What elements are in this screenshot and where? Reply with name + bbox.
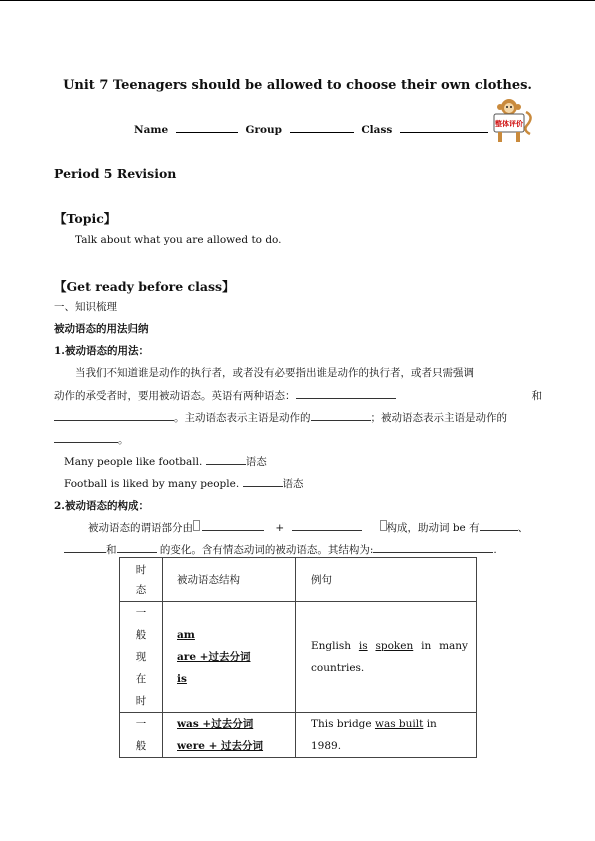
- monkey-evaluation-logo: [486, 98, 536, 144]
- row-2-example-pre: This bridge: [311, 718, 375, 730]
- example-1-blank: [206, 454, 246, 465]
- row-2-tense: [120, 713, 163, 758]
- top-border-line: [0, 0, 595, 1]
- usage-line-4: [54, 432, 129, 447]
- usage-line-3-text-b: ；被动语态表示主语是动作的: [370, 412, 507, 424]
- example-1-suffix: 语态: [245, 456, 267, 468]
- placeholder-box-2: [380, 520, 387, 531]
- student-info-line: [134, 122, 492, 136]
- ex-word: English: [311, 640, 352, 652]
- form-line-2-and: 和: [106, 544, 117, 556]
- form-line-2-text: 的变化。含有情态动词的被动语态。其结构为:: [159, 544, 374, 556]
- page-title: Unit 7 Teenagers should be allowed to choose their own clothes.: [63, 78, 532, 93]
- placeholder-box-1: [193, 520, 200, 531]
- example-line-1: [64, 454, 267, 469]
- and-word: 和: [531, 390, 542, 402]
- row-1-example-line-1: [311, 635, 468, 657]
- topic-text: Talk about what you are allowed to do.: [75, 234, 282, 246]
- header-example: 例句: [296, 558, 477, 602]
- ex-word-is: is: [358, 640, 368, 652]
- row-2-structure: [163, 713, 296, 758]
- form-line-1-plus: +: [275, 522, 285, 534]
- row-1-tense: [120, 602, 163, 713]
- form-line-2: [64, 542, 497, 557]
- form-line-1-text-c: 构成，助动词 be 有: [386, 522, 480, 534]
- header-tense-text: 时态: [135, 563, 147, 596]
- be-blank-3: [117, 542, 157, 553]
- header-structure: 被动语态结构: [163, 558, 296, 602]
- table-header-row: [120, 558, 477, 602]
- class-blank: [400, 122, 488, 133]
- voice-blank-2: [54, 410, 174, 421]
- tense-char: 般: [135, 740, 147, 752]
- form-line-2-period: .: [493, 544, 497, 556]
- name-blank: [176, 122, 238, 133]
- row-1-example: [296, 602, 477, 713]
- usage-line-4-text: 。: [118, 434, 129, 446]
- form-are: are +过去分词: [177, 651, 251, 663]
- tense-char: 一: [135, 607, 147, 619]
- tense-char: 在: [135, 673, 147, 685]
- logo-text: 整体评价: [495, 119, 523, 128]
- group-blank: [290, 122, 354, 133]
- be-blank-1: [480, 520, 518, 531]
- example-line-2: [64, 476, 304, 491]
- tense-char: 一: [135, 718, 147, 730]
- usage-line-3: [54, 410, 507, 425]
- usage-line-1: 当我们不知道谁是动作的执行者，或者没有必要指出谁是动作的执行者，或者只需强调: [75, 367, 474, 379]
- usage-heading: 1.被动语态的用法：: [54, 345, 149, 357]
- example-2-blank: [243, 476, 283, 487]
- name-label: Name: [134, 124, 169, 136]
- usage-line-3-text-a: 。主动语态表示主语是动作的: [174, 412, 311, 424]
- ex-word: in: [421, 640, 432, 652]
- form-was: was +过去分词: [177, 718, 254, 730]
- form-heading: 2.被动语态的构成：: [54, 500, 149, 512]
- class-label: Class: [361, 124, 393, 136]
- be-blank-2: [64, 542, 106, 553]
- form-line-1-comma: 、: [517, 522, 529, 534]
- example-1-sentence: Many people like football.: [64, 456, 203, 468]
- voice-blank-1: [296, 388, 396, 399]
- topic-heading: 【Topic】: [54, 211, 117, 226]
- usage-line-2: [54, 388, 542, 403]
- form-is: is: [177, 673, 187, 685]
- row-2-example-post: in 1989.: [311, 718, 437, 752]
- header-tense: [120, 558, 163, 602]
- modal-structure-blank: [373, 542, 493, 553]
- tense-char: 现: [135, 651, 147, 663]
- ex-word-spoken: spoken: [375, 640, 414, 652]
- row-1-structure: [163, 602, 296, 713]
- form-am: am: [177, 629, 195, 641]
- part-one-label: 一、知识梳理: [54, 301, 117, 313]
- period-heading: Period 5 Revision: [54, 166, 177, 181]
- row-1-example-line-2: countries.: [311, 662, 365, 674]
- passive-voice-table: [119, 557, 477, 758]
- example-2-suffix: 语态: [282, 478, 304, 490]
- tense-char: 般: [135, 629, 147, 641]
- tense-char: 时: [135, 695, 147, 707]
- form-blank-1: [202, 520, 264, 531]
- form-were: were + 过去分词: [177, 740, 264, 752]
- form-blank-2: [292, 520, 362, 531]
- row-2-example-verb: was built: [374, 718, 424, 730]
- ready-heading: 【Get ready before class】: [54, 279, 235, 294]
- table-row: [120, 602, 477, 713]
- usage-line-2-text: 动作的承受者时，要用被动语态。英语有两种语态：: [54, 390, 296, 402]
- active-subject-blank: [311, 410, 371, 421]
- form-line-1-text-a: 被动语态的谓语部分由: [88, 522, 193, 534]
- example-2-sentence: Football is liked by many people.: [64, 478, 240, 490]
- ex-word: many: [439, 640, 468, 652]
- table-row: [120, 713, 477, 758]
- group-label: Group: [245, 124, 282, 136]
- passive-subject-blank: [54, 432, 118, 443]
- passive-summary-title: 被动语态的用法归纳: [54, 323, 149, 335]
- form-line-1: [88, 520, 528, 535]
- row-2-example: [296, 713, 477, 758]
